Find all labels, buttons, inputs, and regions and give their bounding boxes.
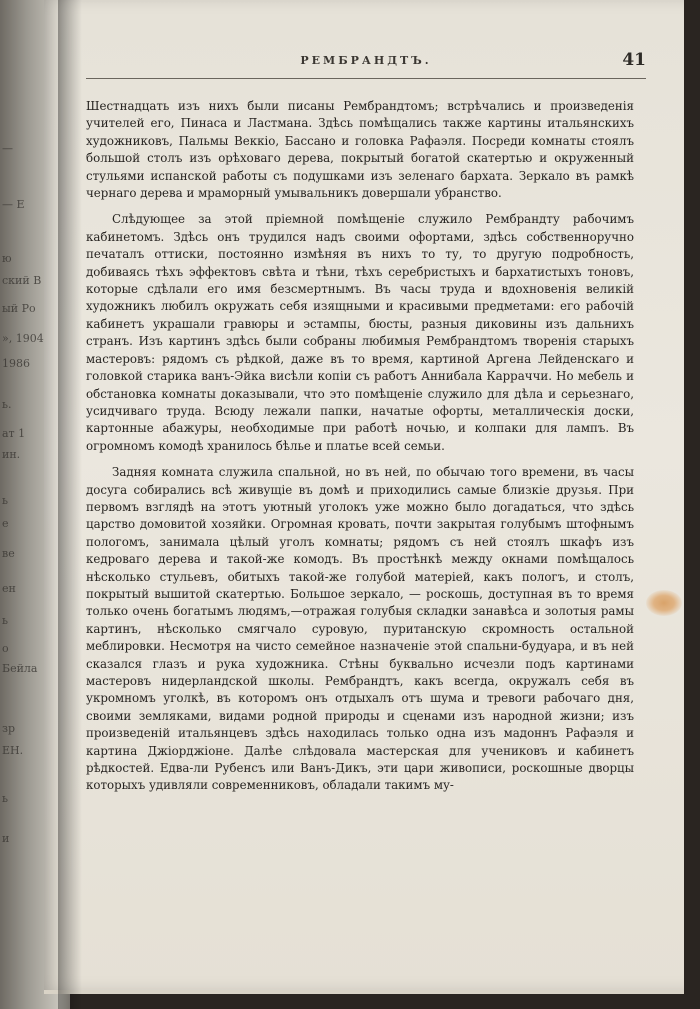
book-page	[44, 0, 684, 994]
left-page-fragment: ский В	[2, 274, 42, 287]
left-page-fragment: ве	[2, 547, 15, 560]
left-page-fragment: 1986	[2, 357, 30, 370]
left-page-fragment: ЕН.	[2, 744, 24, 757]
paragraph: Слѣдующее за этой пріемной помѣщеніе служило Рембрандту рабочимъ кабинетомъ. Здѣсь онъ трудился надъ своими офортами, здѣсь собственноручно печаталъ оттиски, постоянно измѣняя въ нихъ то ту, то другую подробность, добиваясь тѣхъ эффектовъ свѣта и тѣни, тѣхъ серебристыхъ и бархатистыхъ тоновъ, которые сдѣлали его имя безсмертнымъ. Въ часы труда и вдохновенія великій художникъ любилъ окружать себя изящными и красивыми предметами: его рабочій кабинетъ украшали гравюры и эстампы, бюсты, разныя диковины изъ дальнихъ странъ. Изъ картинъ здѣсь были собраны любимыя Рембрандтомъ творенія старыхъ мастеровъ: рядомъ съ рѣдкой, даже въ то время, картиной Аргена Лейденскаго и головкой старика ванъ-Эйка висѣли копіи съ работъ Аннибала Карраччи. Но мебель и обстановка комнаты доказывали, что это помѣщеніе служило для дѣла и серьезнаго, усидчиваго труда. Всюду лежали папки, начатые офорты, металлическія доски, картонные абажуры, необходимые при работѣ ночью, и колпаки для лампъ. Въ огромномъ комодѣ хранилось бѣлье и платье всей семьи.	[86, 212, 634, 453]
left-page-fragment: — Е	[2, 198, 25, 211]
page-number: 41	[622, 50, 646, 70]
left-page-fragment: Бейла	[2, 662, 38, 675]
left-page-fragment: ь	[2, 614, 8, 627]
paragraph: Шестнадцать изъ нихъ были писаны Рембрандтомъ; встрѣчались и произведенія учителей его, Пинаса и Ластмана. Здѣсь помѣщались также картины итальянскихъ художниковъ, Пальмы Веккіо, Бассано и головка Рафаэля. Посреди комнаты стоялъ большой столъ изъ орѣховаго дерева, покрытый богатой скатертью и окруженный стульями испанской работы съ подушками изъ зеленаго бархата. Зеркало въ рамкѣ чернаго дерева и мраморный умывальникъ довершали убранство.	[86, 99, 634, 201]
left-page-fragment: ь.	[2, 398, 12, 411]
left-page-fragment: ат 1	[2, 427, 26, 440]
page-header	[86, 50, 646, 79]
left-page-fragment: », 1904	[2, 332, 44, 345]
paragraph: Задняя комната служила спальной, но въ ней, по обычаю того времени, въ часы досуга собирались всѣ живущіе въ домѣ и приходились самые близкіе друзья. При первомъ взглядѣ на этотъ уютный уголокъ уже можно было догадаться, что здѣсь царство домовитой хозяйки. Огромная кровать, почти закрытая голубымъ штофнымъ пологомъ, занимала цѣлый уголъ комнаты; рядомъ съ ней стоялъ шкафъ изъ кедроваго дерева и такой-же комодъ. Въ простѣнкѣ между окнами помѣщалось нѣсколько стульевъ, обитыхъ такой-же голубой матеріей, какъ пологъ, и столъ, покрытый вышитой скатертью. Большое зеркало, — роскошь, доступная въ то время только очень богатымъ людямъ,—отражая голубыя складки занавѣса и золотыя рамы картинъ, нѣсколько смягчало суровую, пуританскую скромность остальной меблировки. Несмотря на чисто семейное назначеніе этой спальни-будуара, и въ ней сказался глазъ и рука художника. Стѣны буквально исчезли подъ картинами мастеровъ нидерландской школы. Рембрандтъ, какъ всегда, окружалъ себя въ укромномъ уголкѣ, въ которомъ онъ отдыхалъ отъ шума и тревоги рабочаго дня, своими земляками, видами родной природы и сценами изъ народной жизни; изъ произведеній итальянцевъ здѣсь находилась только одна изъ мадоннъ Рафаэля и картина Джіорджіоне. Далѣе слѣдовала мастерская для учениковъ и кабинетъ рѣдкостей. Едва-ли Рубенсъ или Ванъ-Дикъ, эти цари живописи, роскошные дворцы которыхъ удивляли современниковъ, обладали такимъ му-	[86, 465, 634, 793]
left-page-fragment: и	[2, 832, 10, 845]
body-text	[86, 98, 634, 804]
paper-stain	[646, 590, 682, 616]
left-page-fragment: ь	[2, 792, 8, 805]
left-page-fragment: е	[2, 517, 9, 530]
left-page-fragment: о	[2, 642, 9, 655]
left-page-fragment: ен	[2, 582, 16, 595]
left-page-fragment: —	[2, 142, 13, 155]
running-title: РЕМБРАНДТЪ.	[300, 54, 432, 67]
left-page-fragment: ю	[2, 252, 12, 265]
left-page-fragment: ый Ро	[2, 302, 36, 315]
left-page-fragment: ь	[2, 494, 8, 507]
left-page-fragment: ин.	[2, 448, 21, 461]
left-page-fragment: зр	[2, 722, 16, 735]
page-fold-shadow	[58, 0, 82, 1009]
